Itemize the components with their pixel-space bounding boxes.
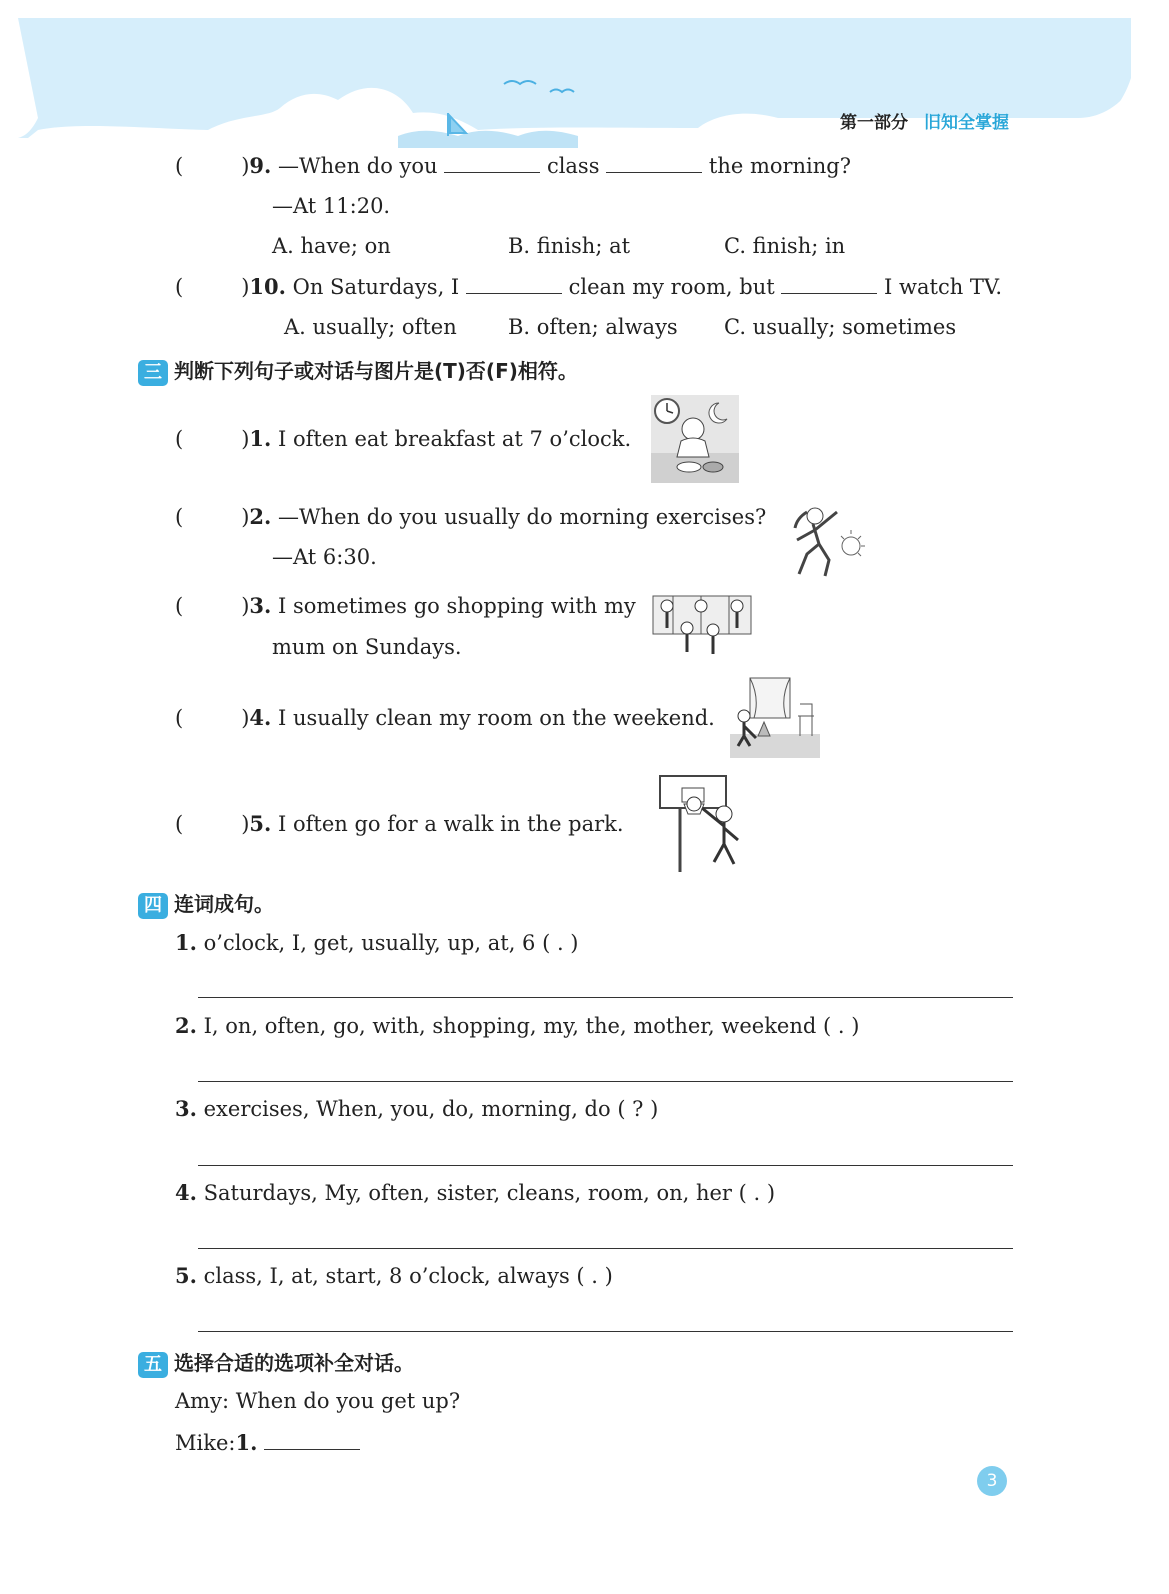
tf-item-2-line2: —At 6:30. xyxy=(272,545,377,569)
tf-item-2: ( )2. —When do you usually do morning exercises? xyxy=(175,504,767,529)
dialogue-amy: Amy: When do you get up? xyxy=(175,1389,461,1413)
section-4-heading: 四 连词成句。 xyxy=(138,888,274,919)
question-10: ( )10. On Saturdays, I clean my room, but I watch TV. xyxy=(175,274,1003,299)
answer-blank[interactable] xyxy=(444,152,540,173)
answer-blank[interactable] xyxy=(466,273,562,294)
writing-line[interactable] xyxy=(198,1165,1013,1166)
q10-option-c: C. usually; sometimes xyxy=(724,315,957,339)
tf-item-3-line2: mum on Sundays. xyxy=(272,635,462,659)
exercise-picture xyxy=(785,500,867,580)
q9-answer: —At 11:20. xyxy=(272,194,391,218)
breakfast-picture xyxy=(651,395,739,483)
tf-item-3: ( )3. I sometimes go shopping with my xyxy=(175,593,636,618)
answer-blank[interactable] xyxy=(781,273,877,294)
section-5-heading: 五 选择合适的选项补全对话。 xyxy=(138,1347,414,1378)
reorder-item-1: 1. o’clock, I, get, usually, up, at, 6 ( . ) xyxy=(175,930,579,955)
section-badge: 五 xyxy=(138,1352,168,1378)
reorder-item-2: 2. I, on, often, go, with, shopping, my, the, mother, weekend ( . ) xyxy=(175,1013,860,1038)
reorder-item-5: 5. class, I, at, start, 8 o’clock, always ( . ) xyxy=(175,1263,613,1288)
reorder-item-3: 3. exercises, When, you, do, morning, do ( ? ) xyxy=(175,1096,659,1121)
header-title xyxy=(840,108,1009,133)
tf-item-4: ( )4. I usually clean my room on the weekend. xyxy=(175,705,715,730)
q10-option-b: B. often; always xyxy=(508,315,678,339)
basketball-picture xyxy=(658,774,746,874)
tf-item-5: ( )5. I often go for a walk in the park. xyxy=(175,811,624,836)
answer-blank[interactable] xyxy=(264,1429,360,1450)
writing-line[interactable] xyxy=(198,997,1013,998)
answer-blank[interactable] xyxy=(606,152,702,173)
section-badge: 四 xyxy=(138,893,168,919)
writing-line[interactable] xyxy=(198,1331,1013,1332)
writing-line[interactable] xyxy=(198,1248,1013,1249)
dialogue-mike: Mike:1. xyxy=(175,1429,360,1457)
section-3-heading: 三 判断下列句子或对话与图片是(T)否(F)相符。 xyxy=(138,355,578,386)
q9-option-c: C. finish; in xyxy=(724,234,846,258)
q10-option-a: A. usually; often xyxy=(284,315,457,339)
q9-option-a: A. have; on xyxy=(272,234,391,258)
page-number: 3 xyxy=(977,1466,1007,1496)
question-9: ( )9. —When do you class the morning? xyxy=(175,153,852,178)
tf-item-1: ( )1. I often eat breakfast at 7 o’clock. xyxy=(175,426,632,451)
writing-line[interactable] xyxy=(198,1081,1013,1082)
header-part: 第一部分 xyxy=(840,113,908,133)
cleaning-picture xyxy=(730,676,820,758)
q9-option-b: B. finish; at xyxy=(508,234,631,258)
shopping-picture xyxy=(651,592,753,658)
section-badge: 三 xyxy=(138,360,168,386)
header-section: 旧知全掌握 xyxy=(924,113,1009,133)
reorder-item-4: 4. Saturdays, My, often, sister, cleans, room, on, her ( . ) xyxy=(175,1180,776,1205)
